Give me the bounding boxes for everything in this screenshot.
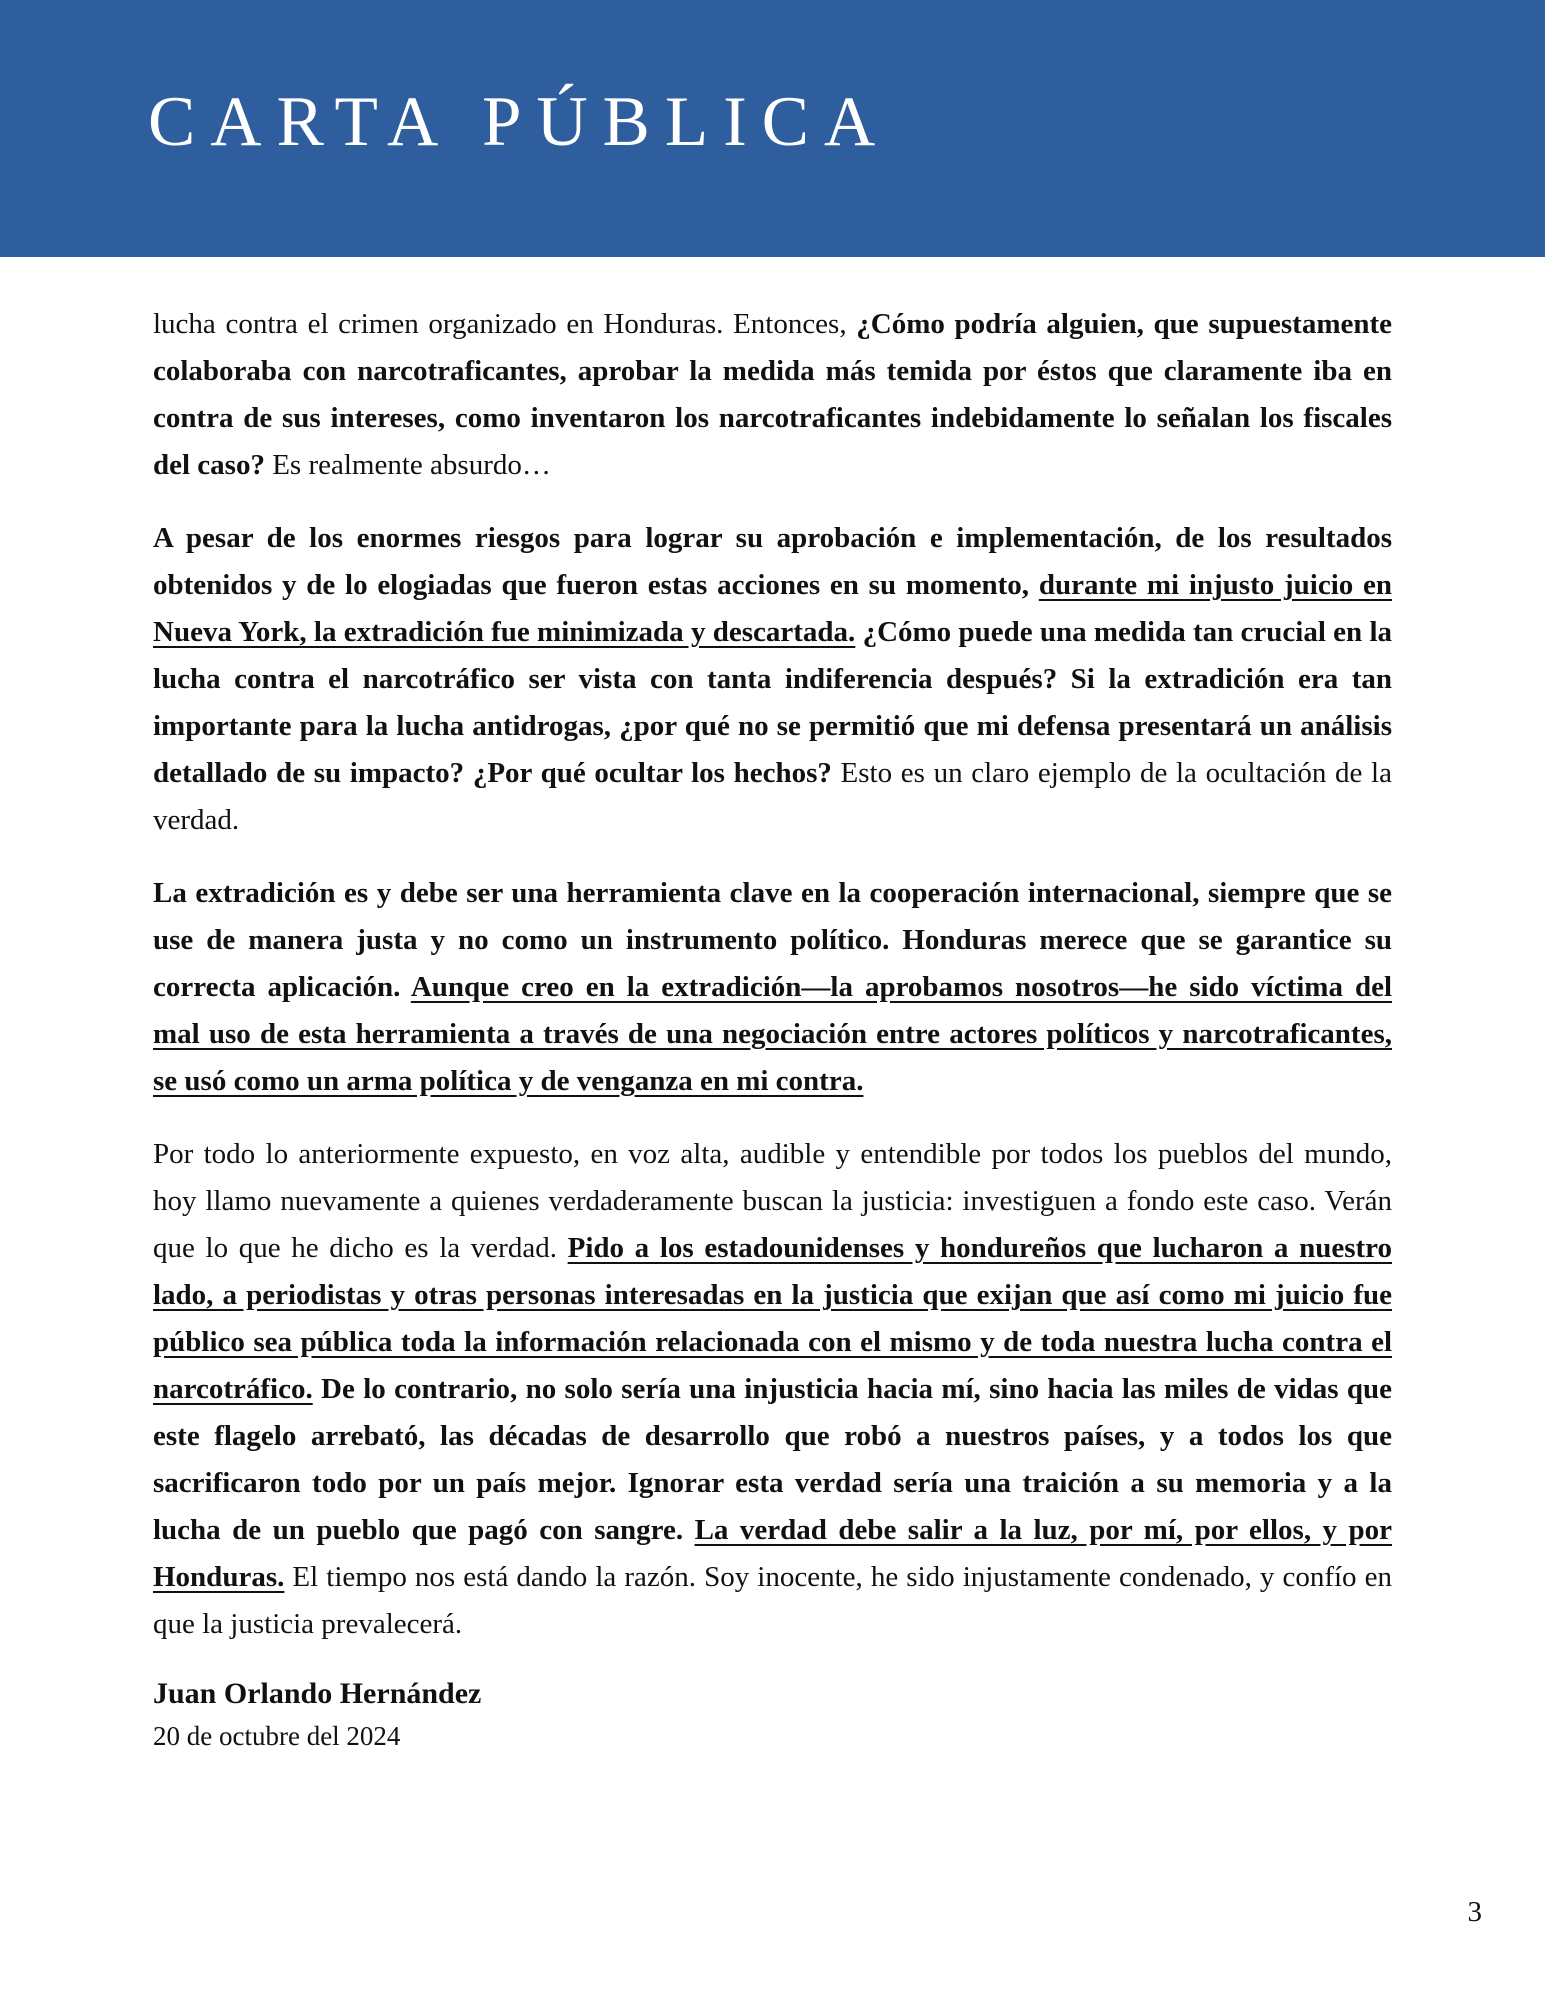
text-segment: ¿Cómo puede una medida tan crucial en la lucha contra el narcotráfico ser vista con tanta indiferencia después? Si la extradición era tan importante para la lucha antidrogas, ¿por qué no se permitió que mi defensa presentará un análisis detallado de su impacto? ¿Por qué ocultar los hechos?	[153, 616, 1393, 789]
signature-date: 20 de octubre del 2024	[153, 1721, 401, 1751]
text-segment: ¿Cómo podría alguien, que supuestamente colaboraba con narcotraficantes, aprobar la medida más temida por éstos que claramente iba en contra de sus intereses, como inventaron los narcotraficantes indebidamente lo señalan los fiscales del caso?	[153, 308, 1393, 481]
text-segment: durante mi injusto juicio en Nueva York, la extradición fue minimizada y descartada.	[153, 569, 1392, 648]
text-segment: A pesar de los enormes riesgos para lograr su aprobación e implementación, de los resultados obtenidos y de lo elogiadas que fueron estas acciones en su momento,	[153, 522, 1392, 601]
text-segment: Esto es un claro ejemplo de la ocultación de la verdad.	[153, 757, 1392, 836]
text-segment: Es realmente absurdo…	[264, 449, 551, 481]
text-segment: De lo contrario, no solo sería una injusticia hacia mí, sino hacia las miles de vidas que este flagelo arrebató, las décadas de desarrollo que robó a nuestros países, y a todos los que sacrificaron todo por un país mejor. Ignorar esta verdad sería una traición a su memoria y a la lucha de un pueblo que pagó con sangre.	[153, 1373, 1392, 1546]
text-segment: La verdad debe salir a la luz, por mí, por ellos, y por Honduras.	[153, 1514, 1392, 1593]
paragraph	[153, 515, 1392, 844]
paragraph	[153, 301, 1392, 489]
text-segment: Pido a los estadounidenses y hondureños que lucharon a nuestro lado, a periodistas y otras personas interesadas en la justicia que exijan que así como mi juicio fue público sea pública toda la información relacionada con el mismo y de toda nuestra lucha contra el narcotráfico.	[153, 1232, 1392, 1405]
letter-header-banner	[0, 0, 1545, 257]
text-segment: El tiempo nos está dando la razón. Soy inocente, he sido injustamente condenado, y confío en que la justicia prevalecerá.	[153, 1561, 1392, 1640]
text-segment: Aunque creo en la extradición—la aprobamos nosotros—he sido víctima del mal uso de esta herramienta a través de una negociación entre actores políticos y narcotraficantes, se usó como un arma política y de venganza en mi contra.	[153, 971, 1393, 1097]
text-segment: lucha contra el crimen organizado en Honduras. Entonces,	[153, 308, 857, 340]
signature-name: Juan Orlando Hernández	[153, 1677, 482, 1710]
letter-title: CARTA PÚBLICA	[148, 83, 891, 161]
signature-block	[153, 1674, 1392, 1754]
text-segment: Por todo lo anteriormente expuesto, en voz alta, audible y entendible por todos los pueblos del mundo, hoy llamo nuevamente a quienes verdaderamente buscan la justicia: investiguen a fondo este caso. Verán que lo que he dicho es la verdad.	[153, 1138, 1392, 1264]
paragraphs-container	[153, 301, 1392, 1648]
letter-body	[153, 257, 1392, 1754]
page-number: 3	[1467, 1896, 1482, 1928]
text-segment: La extradición es y debe ser una herramienta clave en la cooperación internacional, siempre que se use de manera justa y no como un instrumento político. Honduras merece que se garantice su correcta aplicación.	[153, 877, 1392, 1003]
paragraph	[153, 1131, 1392, 1648]
paragraph	[153, 870, 1392, 1105]
